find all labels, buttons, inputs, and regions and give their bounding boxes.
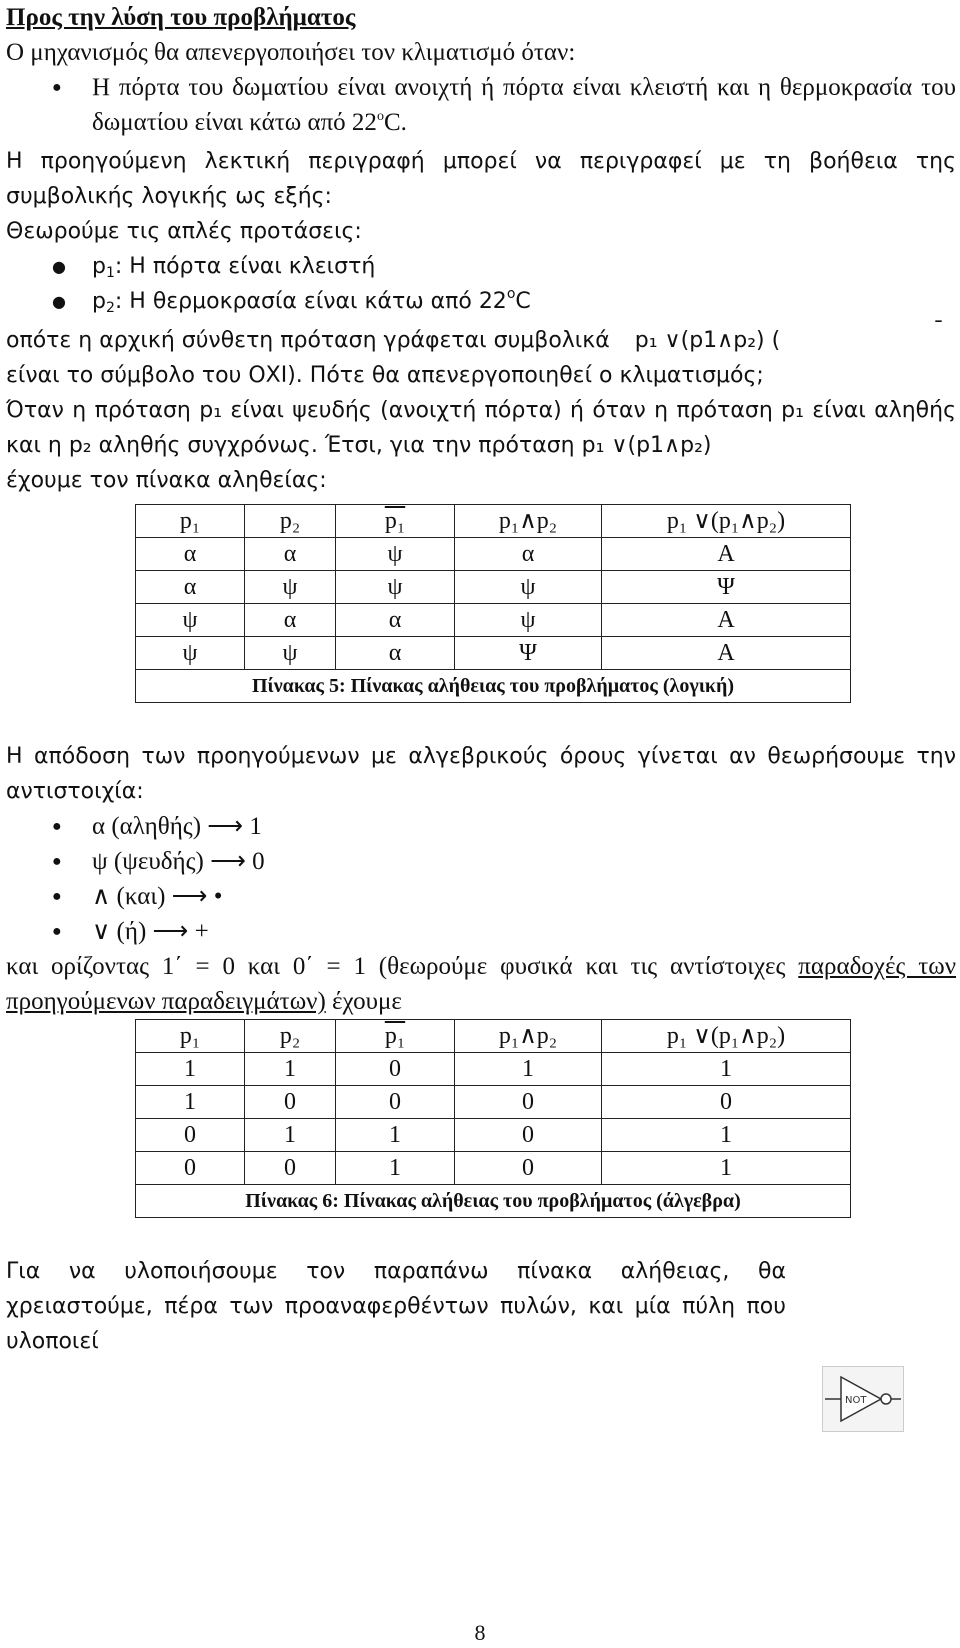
list-item (6, 70, 956, 140)
page-number: 8 (474, 1620, 486, 1645)
list-item: ● ψ (ψευδής) ⟶ 0 (6, 844, 956, 879)
intro-text: Ο μηχανισμός θα απενεργοποιήσει τον κλιματισμό όταν: (6, 39, 576, 66)
table-row: 1 0 0 0 0 (136, 1086, 851, 1119)
table-row: ψ α α ψ Α (136, 604, 851, 637)
list-item: ● $p_2$: Η θερμοκρασία είναι κάτω από 22$^o$C (6, 284, 956, 319)
table-row: α ψ ψ ψ Ψ (136, 571, 851, 604)
defining-paragraph: και ορίζοντας 1΄ = 0 και 0΄ = 1 (θεωρούμε φυσικά και τις αντίστοιχες παραδοχές των προηγούμενων παραδειγμάτων) έχουμε (6, 953, 956, 1015)
table-row: α α ψ α Α (136, 538, 851, 571)
degree-sup: o (376, 109, 384, 124)
table-header-row: p₁ p₂ p₁ p₁∧p₂ p₁ ∨(p₁∧p₂) (136, 1020, 851, 1053)
table-row: ψ ψ α Ψ Α (136, 637, 851, 670)
algebra-intro: Η απόδοση των προηγούμενων με αλγεβρικούς όρους γίνεται αν θεωρήσουμε την αντιστοιχία: (6, 744, 956, 804)
when-formula: p₁ ∨(p1∧p₂) (581, 433, 712, 458)
table-row: 0 0 1 0 1 (136, 1152, 851, 1185)
condition-unit: C. (383, 109, 407, 136)
page-body (6, 0, 956, 1359)
when-paragraph (6, 393, 956, 463)
caption-row (136, 670, 851, 703)
table-row: 0 1 1 0 1 (136, 1119, 851, 1152)
table-caption: Πίνακας 5: Πίνακας αλήθειας του προβλήματος (λογική) (136, 670, 851, 703)
table-header-row: p₁ p₂ p₁ p₁∧p₂ p₁ ∨(p₁∧p₂) (136, 505, 851, 538)
condition-text: Η πόρτα του δωματίου είναι ανοιχτή ή πόρτα είναι κλειστή και η θερμοκρασία του δωματίου είναι κάτω από 22 (92, 74, 956, 136)
symbolic-paragraph (6, 318, 956, 358)
truth-table-logic (135, 504, 851, 703)
table-caption: Πίνακας 6: Πίνακας αλήθειας του προβλήματος (άλγεβρα) (136, 1185, 851, 1218)
not-gate-icon (823, 1367, 903, 1431)
truth-table-algebra (135, 1019, 851, 1218)
condition-list (6, 70, 956, 140)
list-item: ● $p_1$: Η πόρτα είναι κλειστή (6, 249, 956, 284)
not-gate-image (822, 1366, 904, 1432)
symbolic-line-2: είναι το σύμβολο του ΟΧΙ). Πότε θα απενεργοποιηθεί ο κλιματισμός; (6, 363, 764, 388)
description-paragraph: Η προηγούμενη λεκτική περιγραφή μπορεί να περιγραφεί με τη βοήθεια της συμβολικής λογικής ως εξής: (6, 149, 956, 209)
formula-main: p₁ ∨(p1∧p₂) ( (634, 328, 781, 353)
not-gate-label: NOT (845, 1395, 867, 1406)
section-heading: Προς την λύση του προβλήματος (6, 4, 356, 31)
table-intro: έχουμε τον πίνακα αληθείας: (6, 468, 327, 493)
when-text: Όταν η πρόταση p₁ είναι ψευδής (ανοιχτή πόρτα) ή όταν η πρόταση p₁ είναι αληθής και η p₂ αληθής συγχρόνως. Έτσι, για την πρόταση (6, 398, 956, 458)
overline-mark: ¯ (933, 318, 944, 343)
caption-row (136, 1185, 851, 1218)
closing-paragraph: Για να υλοποιήσουμε τον παραπάνω πίνακα αλήθειας, θα χρειαστούμε, πέρα των προαναφερθέντων πυλών, και μία πύλη που υλοποιεί (6, 1259, 786, 1354)
list-item: ● α (αληθής) ⟶ 1 (6, 809, 956, 844)
list-item: ● ∧ (και) ⟶ • (6, 879, 956, 914)
list-item: ● ∨ (ή) ⟶ + (6, 914, 956, 949)
simple-props-intro: Θεωρούμε τις απλές προτάσεις: (6, 219, 362, 244)
symbolic-line-1: οπότε η αρχική σύνθετη πρόταση γράφεται συμβολικά (6, 328, 610, 353)
props-list (6, 249, 956, 319)
table-row: 1 1 0 1 1 (136, 1053, 851, 1086)
mapping-list (6, 809, 956, 949)
